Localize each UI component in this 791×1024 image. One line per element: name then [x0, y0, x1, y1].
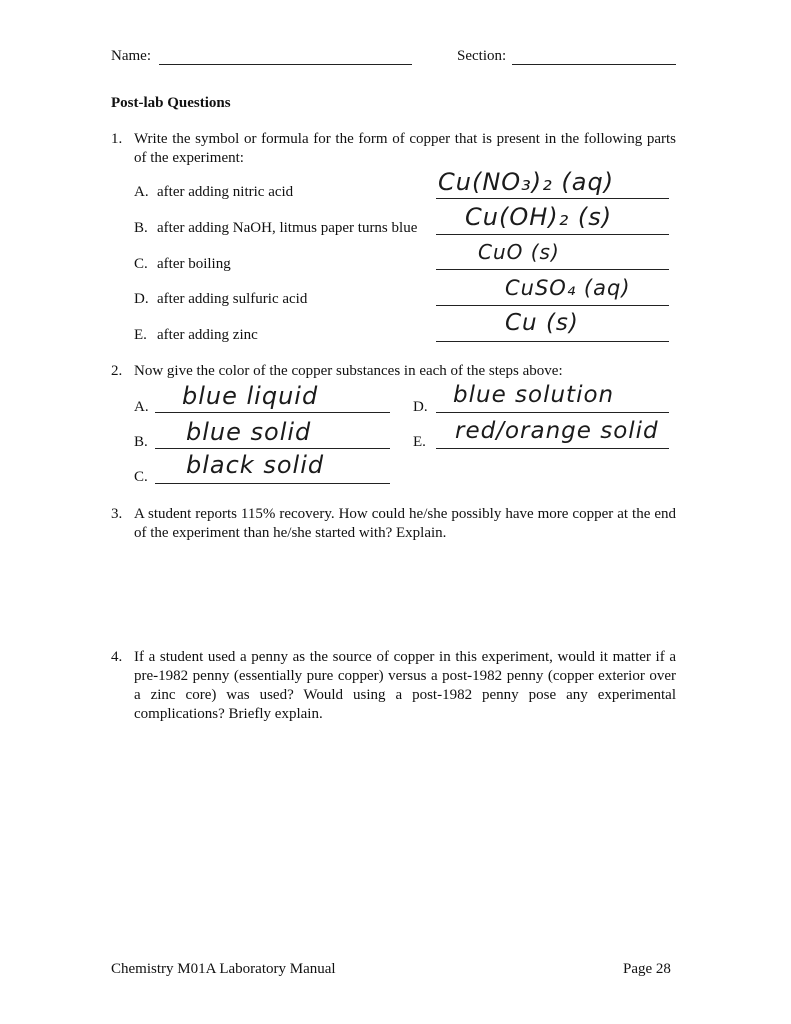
name-label: Name:: [111, 48, 151, 64]
q2-c-letter: C.: [134, 469, 148, 485]
footer-manual-title: Chemistry M01A Laboratory Manual: [111, 961, 336, 977]
q1-e-answer: Cu (s): [505, 310, 579, 336]
q2-a-letter: A.: [134, 399, 149, 415]
q1-a-answer-line[interactable]: [436, 198, 669, 199]
q2-b-answer-line[interactable]: [155, 448, 390, 449]
q1-e-answer-line[interactable]: [436, 341, 669, 342]
q1-number: 1.: [111, 131, 123, 147]
q1-c-label: after boiling: [157, 256, 231, 272]
q1-a-answer: Cu(NO₃)₂ (aq): [438, 168, 615, 196]
q2-d-answer-line[interactable]: [436, 412, 669, 413]
q1-b-letter: B.: [134, 220, 148, 236]
q1-c-answer: CuO (s): [478, 240, 560, 264]
page-title: Post-lab Questions: [111, 95, 231, 111]
q1-d-answer: CuSO₄ (aq): [505, 276, 631, 300]
q4-text: If a student used a penny as the source of copper in this experiment, would it matter if a pre-1982 penny (essentially pure copper) versus a post-1982 penny (copper exterior over a zinc core) was used? Would using a post-1982 penny pose any experimental complications? Briefly explain.: [134, 649, 676, 722]
q1-e-label: after adding zinc: [157, 327, 258, 343]
name-field[interactable]: [159, 64, 412, 65]
q2-a-answer-line[interactable]: [155, 412, 390, 413]
q2-b-letter: B.: [134, 434, 148, 450]
section-label: Section:: [457, 48, 507, 64]
q1-a-letter: A.: [134, 184, 149, 200]
q1-e-letter: E.: [134, 327, 147, 343]
q2-a-answer: blue liquid: [182, 382, 319, 410]
q1-a-label: after adding nitric acid: [157, 184, 294, 200]
q2-text: Now give the color of the copper substances in each of the steps above:: [134, 363, 563, 379]
q2-d-letter: D.: [413, 399, 428, 415]
q1-b-answer: Cu(OH)₂ (s): [465, 203, 613, 231]
q1-d-label: after adding sulfuric acid: [157, 291, 308, 307]
q4-number: 4.: [111, 649, 123, 665]
q2-e-letter: E.: [413, 434, 426, 450]
q2-e-answer-line[interactable]: [436, 448, 669, 449]
q3-text: A student reports 115% recovery. How could he/she possibly have more copper at the end of the experiment than he/she started with? Explain.: [134, 506, 676, 541]
q2-d-answer: blue solution: [453, 382, 615, 408]
q1-d-answer-line[interactable]: [436, 305, 669, 306]
footer-page-number: Page 28: [623, 961, 671, 977]
q2-b-answer: blue solid: [186, 418, 312, 446]
section-field[interactable]: [512, 64, 676, 65]
q2-c-answer: black solid: [186, 451, 325, 479]
q1-d-letter: D.: [134, 291, 149, 307]
q1-c-answer-line[interactable]: [436, 269, 669, 270]
q1-c-letter: C.: [134, 256, 148, 272]
q1-text: Write the symbol or formula for the form of copper that is present in the following parts of the experiment:: [134, 131, 676, 166]
q3-number: 3.: [111, 506, 123, 522]
q1-b-answer-line[interactable]: [436, 234, 669, 235]
q1-b-label: after adding NaOH, litmus paper turns blue: [157, 220, 418, 236]
q2-c-answer-line[interactable]: [155, 483, 390, 484]
q2-e-answer: red/orange solid: [455, 418, 659, 444]
q2-number: 2.: [111, 363, 123, 379]
